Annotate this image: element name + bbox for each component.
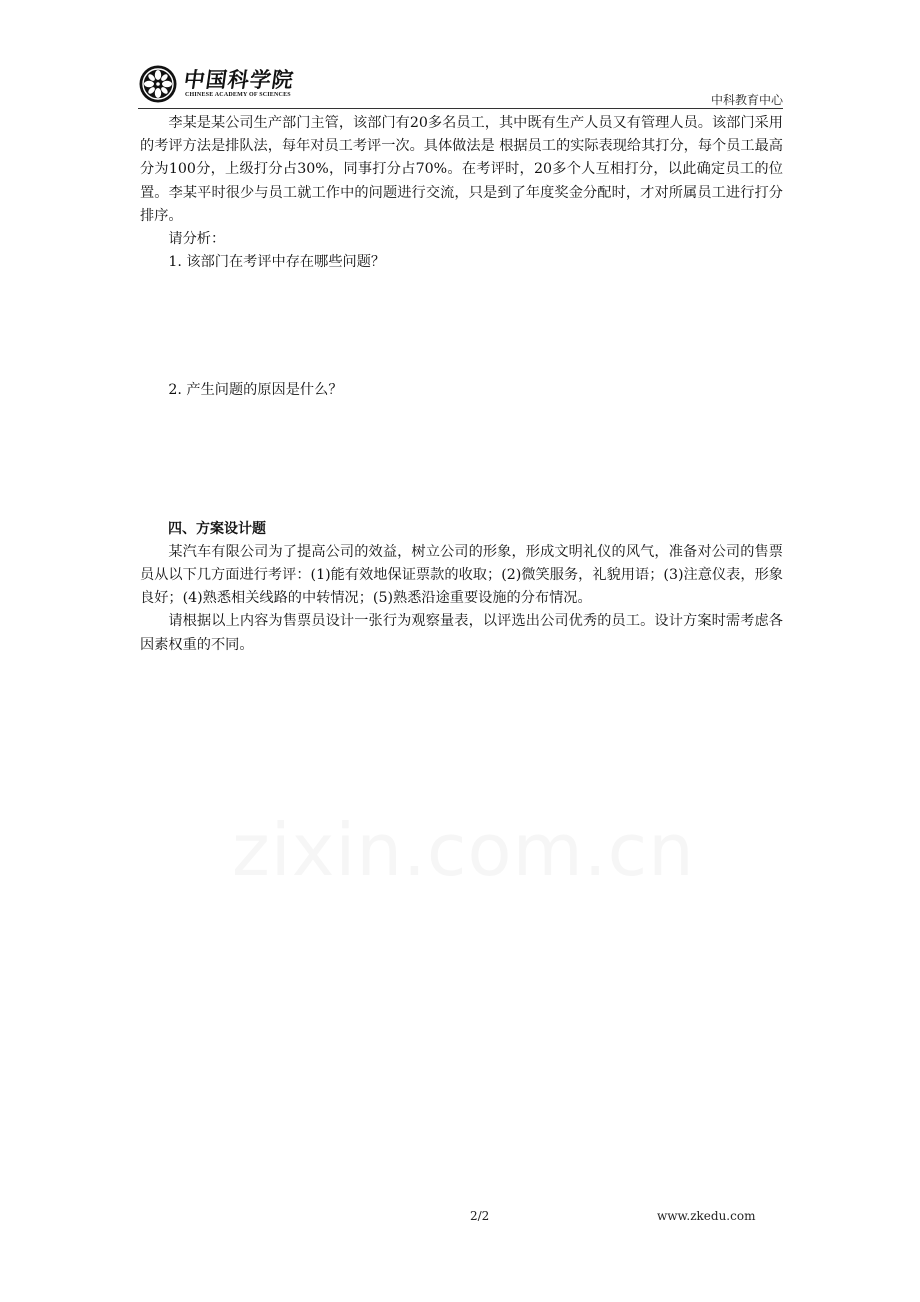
- logo-english-text: CHINESE ACADEMY OF SCIENCES: [185, 92, 291, 98]
- footer-url: www.zkedu.com: [657, 1209, 756, 1223]
- cas-emblem-icon: [138, 64, 178, 104]
- page-header: [138, 62, 783, 110]
- page-number: 2/2: [470, 1209, 490, 1223]
- question-1: 1. 该部门在考评中存在哪些问题？: [168, 254, 386, 271]
- analysis-prompt: 请分析：: [168, 231, 226, 248]
- document-body: [140, 112, 783, 657]
- logo-chinese-text: 中国科学院: [182, 67, 296, 92]
- cas-logo: [138, 62, 298, 106]
- watermark: zixin.com.cn: [232, 808, 695, 892]
- section-title: 四、方案设计题: [168, 520, 266, 537]
- header-center-name: 中科教育中心: [710, 93, 783, 107]
- question-2: 2. 产生问题的原因是什么？: [168, 382, 343, 399]
- section-paragraph-2: 请根据以上内容为售票员设计一张行为观察量表，以评选出公司优秀的员工。设计方案时需考虑各因素权重的不同。: [140, 613, 783, 653]
- header-divider: [138, 108, 783, 109]
- section-paragraph-1: 某汽车有限公司为了提高公司的效益，树立公司的形象，形成文明礼仪的风气，准备对公司的售票员从以下几方面进行考评：(1)能有效地保证票款的收取；(2)微笑服务，礼貌用语；(3)注意仪表，形象良好；(4)熟悉相关线路的中转情况；(5)熟悉沿途重要设施的分布情况。: [140, 543, 783, 607]
- case-paragraph: 李某是某公司生产部门主管，该部门有20多名员工，其中既有生产人员又有管理人员。该部门采用的考评方法是排队法，每年对员工考评一次。具体做法是 根据员工的实际表现给其打分，每个员工最高分为100分，上级打分占30%，同事打分占70%。在考评时，20多个人互相打分，以此确定员工的位置。李某平时很少与员工就工作中的问题进行交流，只是到了年度奖金分配时，才对所属员工进行打分排序。: [140, 115, 783, 224]
- answer-space-2: [140, 403, 783, 518]
- answer-space-1: [140, 274, 783, 379]
